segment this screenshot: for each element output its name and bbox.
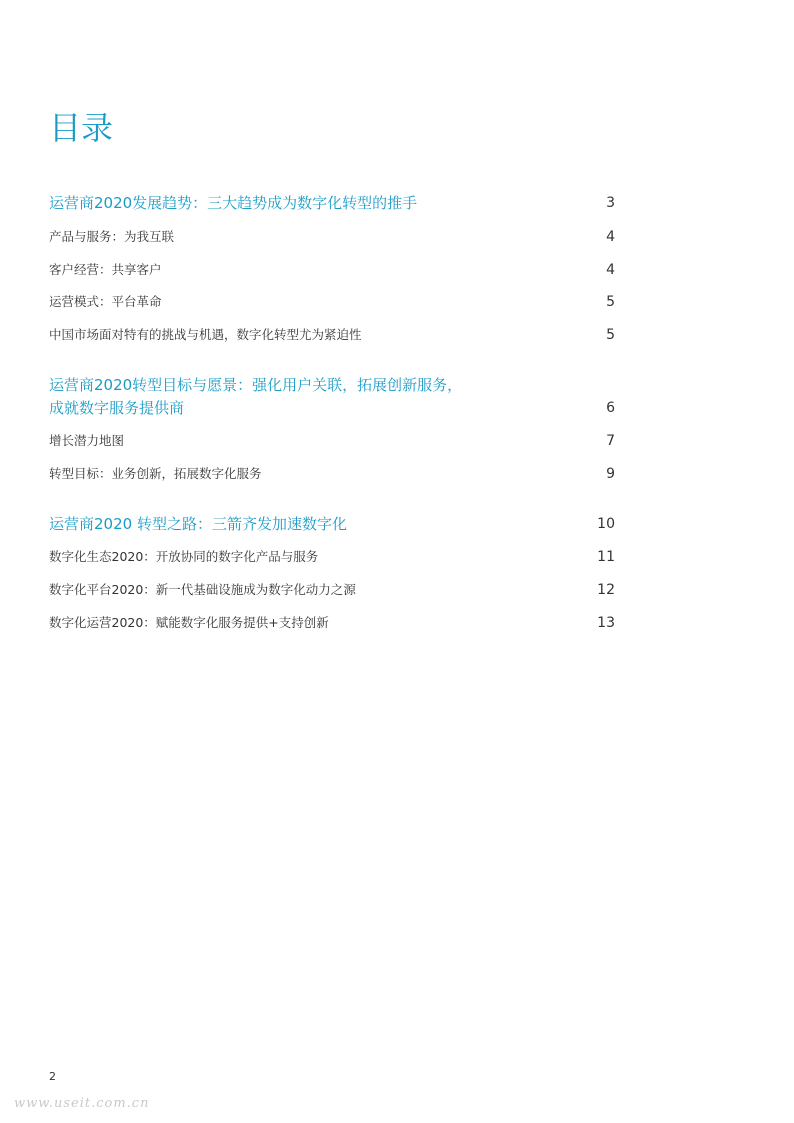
toc-page-number: 7 bbox=[606, 433, 615, 449]
toc-page-number: 12 bbox=[597, 582, 615, 598]
toc-page-number: 4 bbox=[606, 229, 615, 245]
toc-page-number: 4 bbox=[606, 262, 615, 278]
toc-page-number: 6 bbox=[606, 400, 615, 416]
toc-entry[interactable] bbox=[49, 227, 615, 249]
toc-page-number: 3 bbox=[606, 195, 615, 211]
toc-entry-title[interactable]: 转型目标：业务创新，拓展数字化服务 bbox=[49, 466, 262, 481]
toc-page-number: 10 bbox=[597, 516, 615, 532]
toc-page-number: 5 bbox=[606, 327, 615, 343]
toc-section-title[interactable]: 运营商2020 转型之路：三箭齐发加速数字化 bbox=[49, 515, 347, 533]
toc-section-3[interactable] bbox=[49, 513, 615, 535]
page-number: 2 bbox=[49, 1070, 56, 1083]
toc-page-number: 13 bbox=[597, 615, 615, 631]
toc-entry[interactable] bbox=[49, 464, 615, 486]
toc-entry[interactable] bbox=[49, 431, 615, 453]
toc-page-number: 9 bbox=[606, 466, 615, 482]
toc-entry-title[interactable]: 中国市场面对特有的挑战与机遇，数字化转型尤为紧迫性 bbox=[49, 327, 362, 342]
toc-section-title[interactable]: 成就数字服务提供商 bbox=[49, 399, 185, 417]
toc-entry-title[interactable]: 运营模式：平台革命 bbox=[49, 294, 162, 309]
toc-entry[interactable] bbox=[49, 325, 615, 347]
watermark: www.useit.com.cn bbox=[14, 1096, 150, 1111]
toc-entry-title[interactable]: 数字化平台2020：新一代基础设施成为数字化动力之源 bbox=[49, 582, 356, 597]
toc-entry-title[interactable]: 数字化生态2020：开放协同的数字化产品与服务 bbox=[49, 549, 319, 564]
toc-entry-title[interactable]: 客户经营：共享客户 bbox=[49, 262, 162, 277]
toc-section-1[interactable] bbox=[49, 192, 615, 214]
toc-page-number: 11 bbox=[597, 549, 615, 565]
toc-section-title[interactable]: 运营商2020发展趋势：三大趋势成为数字化转型的推手 bbox=[49, 194, 418, 212]
toc-entry-title[interactable]: 数字化运营2020：赋能数字化服务提供+支持创新 bbox=[49, 615, 329, 630]
toc-entry[interactable] bbox=[49, 292, 615, 314]
toc-page-number: 5 bbox=[606, 294, 615, 310]
toc-entry[interactable] bbox=[49, 613, 615, 635]
toc-entry[interactable] bbox=[49, 580, 615, 602]
page-title: 目录 bbox=[49, 109, 114, 147]
toc-entry-title[interactable]: 增长潜力地图 bbox=[49, 433, 125, 448]
toc-entry[interactable] bbox=[49, 260, 615, 282]
toc-entry[interactable] bbox=[49, 547, 615, 569]
toc-section-2-line-2[interactable] bbox=[49, 397, 615, 419]
toc-entry-title[interactable]: 产品与服务：为我互联 bbox=[49, 229, 175, 244]
toc-section-title[interactable]: 运营商2020转型目标与愿景：强化用户关联，拓展创新服务， bbox=[49, 376, 463, 394]
toc-section-2-line-1[interactable] bbox=[49, 374, 615, 396]
